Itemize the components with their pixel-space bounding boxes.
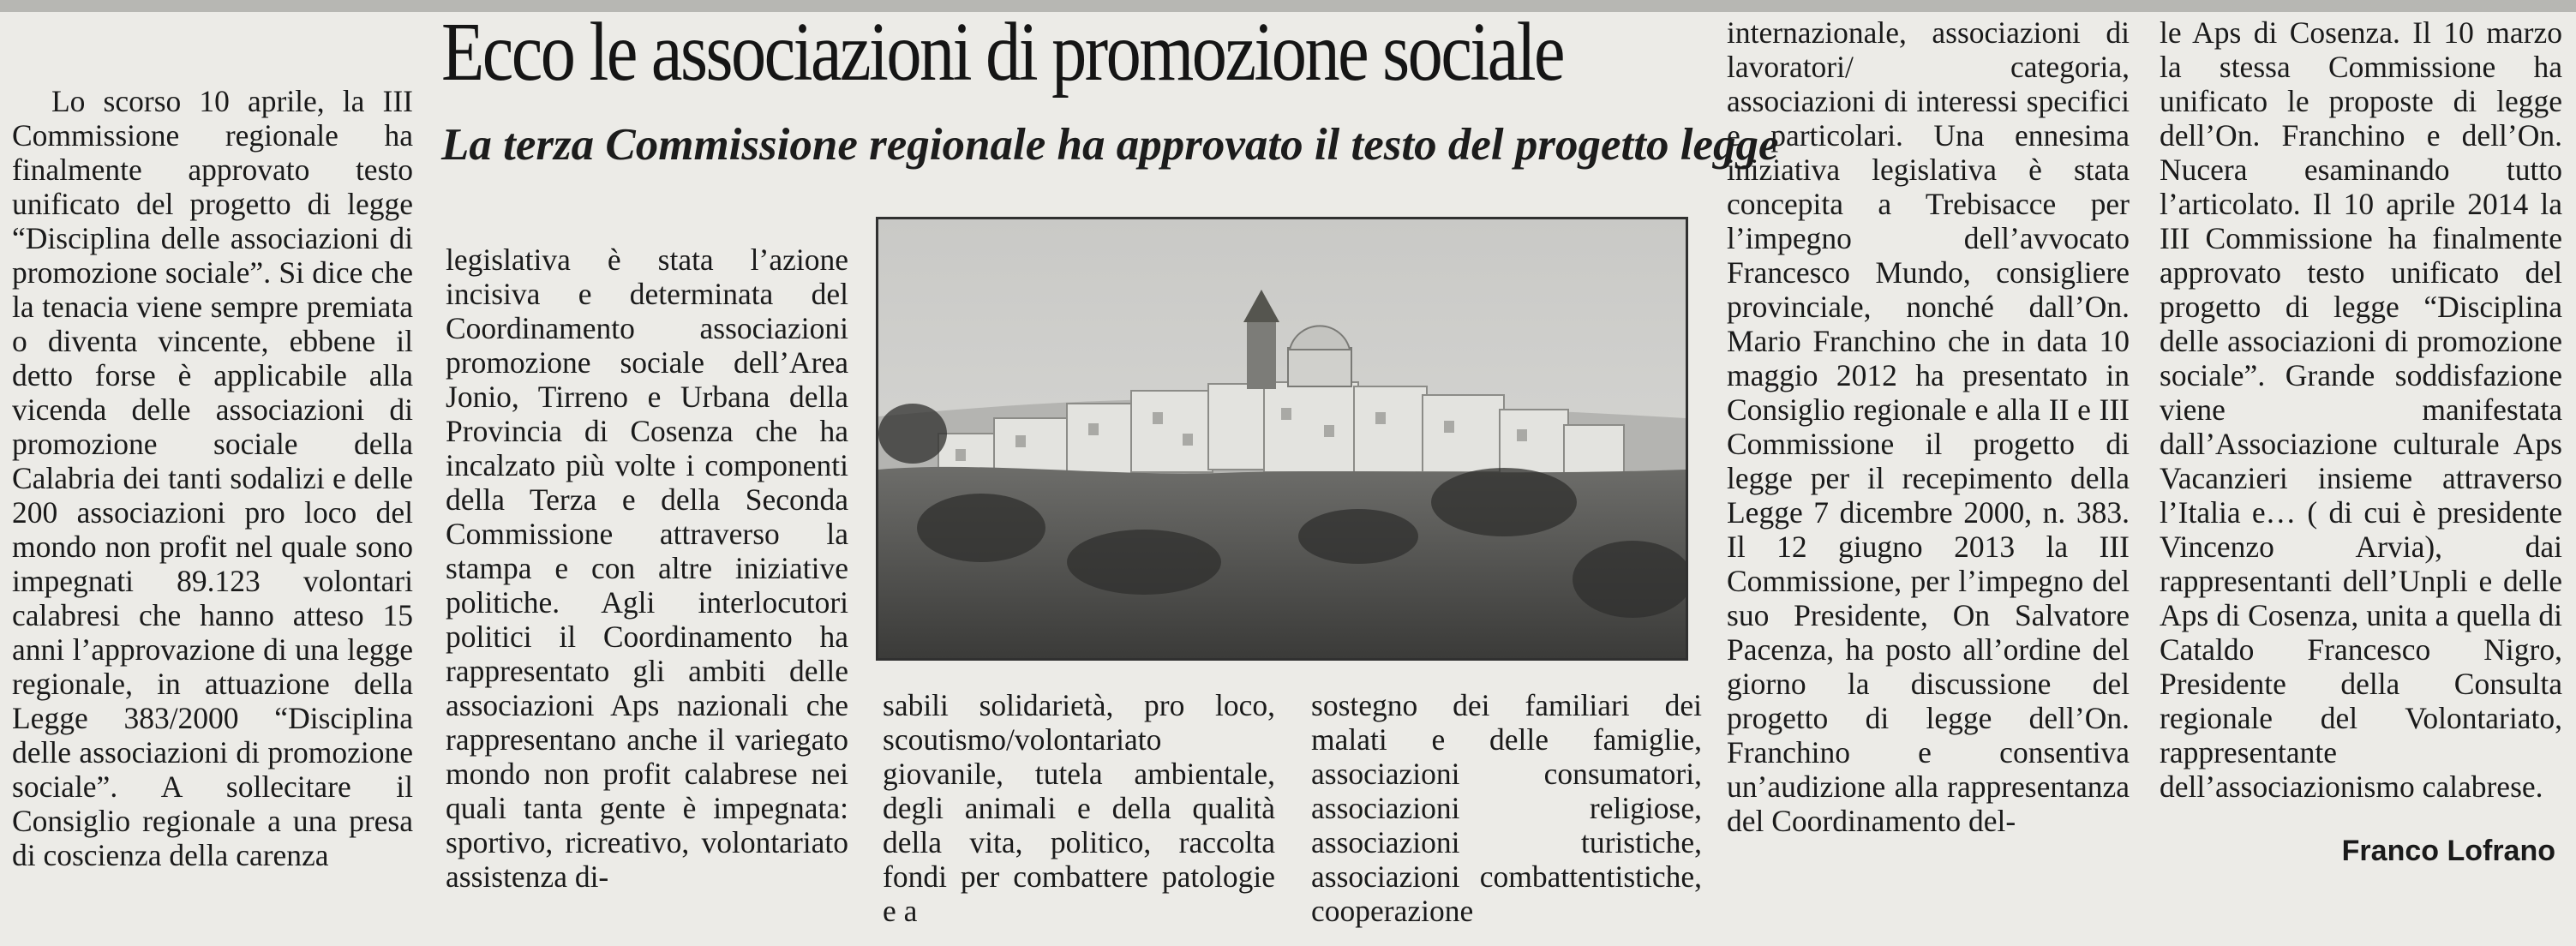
article-column-3: sabili solidarietà, pro loco, scoutismo/volontariato giovanile, tutela ambientale, degli animali e della qualità della vita, politico, raccolta fondi per combattere patologie e a	[883, 688, 1275, 928]
article-column-5: internazionale, associazioni di lavoratori/ categoria, associazioni di interessi specifici e particolari. Una ennesima iniziativa legislativa è stata concepita a Trebisacce per l’impegno dell’avvocato Francesco Mundo, consigliere provinciale, nonché dall’On. Mario Franchino che in data 10 maggio 2012 ha presentato in Consiglio regionale e alla II e III Commissione il progetto di legge per il recepimento della Legge 7 dicembre 2000, n. 383. Il 12 giugno 2013 la III Commissione, per l’impegno del suo Presidente, On Salvatore Pacenza, ha posto all’ordine del giorno la discussione del progetto di legge dell’On. Franchino e consentiva un’audizione alla rappresentanza del Coordinamento del-	[1727, 15, 2130, 838]
article-column-2: legislativa è stata l’azione incisiva e determinata del Coordinamento associazioni promozione sociale dell’Area Jonio, Tirreno e Urbana della Provincia di Cosenza che ha incalzato più volte i componenti della Terza e della Seconda Commissione attraverso la stampa e con altre iniziative politiche. Agli interlocutori politici il Coordinamento ha rappresentato gli ambiti delle associazioni Aps nazionali che rappresentano anche il variegato mondo non profit calabrese nei quali tanta gente è impegnata: sportivo, ricreativo, volontariato assistenza di-	[446, 242, 848, 894]
article-photo-hilltop-village	[876, 217, 1688, 661]
article-column-6: le Aps di Cosenza. Il 10 marzo la stessa Commissione ha unificato le proposte di legge dell’On. Franchino e dell’On. Nucera esaminando tutto l’articolato. Il 10 aprile 2014 la III Commissione ha finalmente approvato testo unificato del progetto di legge “Disciplina delle associazioni di promozione sociale”. Grande soddisfazione viene manifestata dall’Associazione culturale Aps Vacanzieri insieme attraverso l’Italia e… ( di cui è presidente Vincenzo Arvia), dai rappresentanti dell’Unpli e delle Aps di Cosenza, unita a quella di Cataldo Francesco Nigro, Presidente della Consulta regionale del Volontariato, rappresentante dell’associazionismo calabrese.	[2160, 15, 2562, 804]
article-column-4: sostegno dei familiari dei malati e delle famiglie, associazioni consumatori, associazioni religiose, associazioni turistiche, associazioni combattentistiche, cooperazione	[1311, 688, 1702, 928]
article-subheadline: La terza Commissione regionale ha approvato il testo del progetto legge	[441, 120, 1779, 170]
article-column-1: Lo scorso 10 aprile, la III Commissione regionale ha finalmente approvato testo unificato del progetto di legge “Disciplina delle associazioni di promozione sociale”. Si dice che la tenacia viene sempre premiata o diventa vincente, ebbene il detto forse è applicabile alla vicenda delle associazioni di promozione sociale della Calabria dei tanti sodalizi e delle 200 associazioni pro loco del mondo non profit nel quale sono impegnati 89.123 volontari calabresi che hanno atteso 15 anni l’approvazione di una legge regionale, in attuazione della Legge 383/2000 “Disciplina delle associazioni di promozione sociale”. A sollecitare il Consiglio regionale a una presa di coscienza della carenza	[12, 84, 413, 872]
article-headline: Ecco le associazioni di promozione sociale	[441, 6, 1564, 99]
article-author: Franco Lofrano	[2341, 835, 2555, 867]
